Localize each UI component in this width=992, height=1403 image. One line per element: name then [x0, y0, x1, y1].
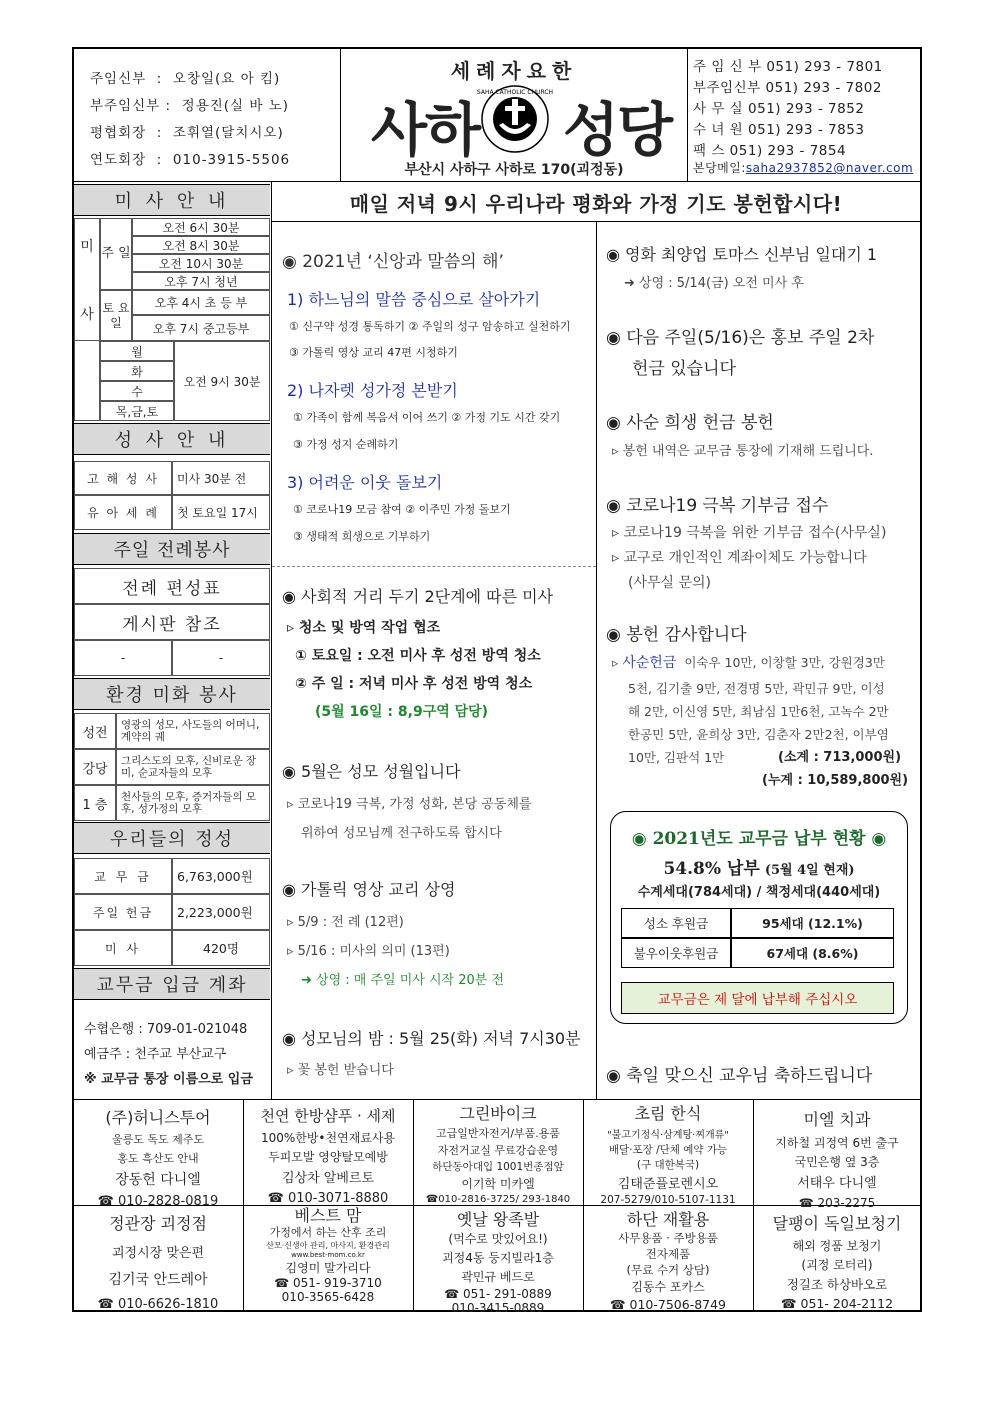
- may-title: ◉ 5월은 성모 성월입니다: [282, 762, 461, 781]
- cleaning-item: ① 토요일 : 오전 미사 후 성전 방역 청소: [295, 648, 541, 664]
- ad-travel: (주)허니스투어 울릉도 독도 제주도 홍도 흑산도 안내 장동헌 다니엘 ☎ 010-2828-0819: [97, 1108, 219, 1209]
- goal-item: ① 신구약 성경 통독하기 ② 주일의 성구 암송하고 실천하기: [289, 320, 571, 333]
- contact-row: 부주임신부 051) 293 - 7802: [693, 80, 882, 96]
- liturgy-blank: -: [172, 640, 270, 676]
- weekday-mass-time: 오전 9시 30분: [174, 341, 270, 421]
- offering-title: 우리들의 정성: [74, 822, 270, 854]
- saturday-mass: 오후 4시 초 등 부: [132, 290, 270, 315]
- clergy-row: 평협회장 : 조휘열(달치시오): [90, 125, 284, 141]
- church-title-block: [340, 49, 688, 181]
- svg-text:SAHA CATHOLIC CHURCH: SAHA CATHOLIC CHURCH: [476, 89, 554, 96]
- thanks-title: ◉ 봉헌 감사합니다: [606, 625, 747, 645]
- goal-heading: 1) 하느님의 말씀 중심으로 살아가기: [287, 290, 541, 309]
- sunday-mass: 오후 7시 청년: [132, 272, 270, 290]
- goal-item: ① 가족이 함께 복음서 이어 쓰기 ② 가정 기도 시간 갖기: [293, 411, 561, 424]
- sacrament-time: 첫 토요일 17시: [172, 495, 270, 530]
- mary-night-text: ▹ 꽃 봉헌 받습니다: [287, 1063, 394, 1078]
- mass-label: 미 사: [74, 218, 100, 341]
- tithe-percent-line: 54.8% 납부 (5월 4일 현재): [663, 859, 855, 879]
- goal-item: ③ 생태적 희생으로 기부하기: [293, 530, 431, 543]
- ad-dental: 미엘 치과 지하철 괴정역 6번 출구 국민은행 옆 3층 서태우 다니엘 ☎ 203-2275: [775, 1110, 899, 1210]
- liturgy-blank: -: [74, 640, 172, 676]
- clergy-row: 주임신부 : 오창일(요 아 킴): [90, 71, 281, 87]
- weekday: 수: [100, 381, 174, 401]
- account-bank: 수협은행 : 709-01-021048: [84, 1022, 248, 1037]
- offering-value: 2,223,000원: [172, 894, 270, 930]
- tithe-note: 교무금은 제 달에 납부해 주십시오: [621, 982, 894, 1014]
- env-place: 1 층: [74, 785, 116, 821]
- contact-row: 수 녀 원 051) 293 - 7853: [693, 122, 865, 138]
- tithe-box: [610, 811, 908, 1024]
- account-holder: 예금주 : 천주교 부산교구: [84, 1047, 227, 1062]
- ad-shampoo: 천연 한방샴푸 · 세제 100%한방•천연재료사용 두피모발 영양탈모예방 김상차 알베르토 ☎ 010-3071-8880: [260, 1107, 396, 1206]
- weekday: 월: [100, 341, 174, 361]
- sacrament-time: 미사 30분 전: [172, 461, 270, 495]
- weekday: 화: [100, 361, 174, 381]
- email-row: 본당메일:saha2937852@naver.com: [693, 161, 914, 175]
- mass-label-tail: [74, 341, 100, 421]
- sunday-mass: 오전 6시 30분: [132, 218, 270, 236]
- video-item: ➜ 상영 : 매 주일 미사 시작 20분 전: [301, 973, 505, 988]
- covid-text: ▹ 교구로 개인적인 계좌이체도 가능합니다: [612, 550, 867, 566]
- covid-title: ◉ 코로나19 극복 기부금 접수: [606, 496, 829, 516]
- cleaning-item: ② 주 일 : 저녁 미사 후 성전 방역 청소: [295, 676, 533, 692]
- clergy-row: 연도회장 : 010-3915-5506: [90, 152, 291, 168]
- contact-row: 주 임 신 부 051) 293 - 7801: [693, 59, 883, 75]
- video-item: ▹ 5/16 : 미사의 의미 (13편): [287, 944, 450, 959]
- distancing-title: ◉ 사회적 거리 두기 2단계에 따른 미사: [282, 587, 554, 606]
- tithe-label: 불우이웃후원금: [621, 938, 731, 968]
- saturday-mass: 오후 7시 중고등부: [132, 315, 270, 341]
- ad-hearing-aid: 달팽이 독일보청기 해외 정품 보청기 (괴정 로터리) 정길조 하상바오로 ☎ 051- 204-2112: [772, 1214, 902, 1311]
- video-title: ◉ 가톨릭 영상 교리 상영: [282, 880, 456, 899]
- tithe-value: 95세대 (12.1%): [731, 908, 894, 938]
- tithe-title: ◉ 2021년도 교무금 납부 현황 ◉: [631, 829, 887, 849]
- church-name-right: 성당: [563, 96, 672, 164]
- liturgy-title: 주일 전례봉사: [74, 533, 270, 565]
- env-team: 그리스도의 모후, 신비로운 장미, 순교자들의 모후: [116, 749, 270, 785]
- ad-recycling: 하단 재활용 사무용품 · 주방용품 전자제품 (무료 수거 상담) 김동수 포카스 ☎ 010-7506-8749: [609, 1210, 727, 1312]
- env-place: 강당: [74, 749, 116, 785]
- offering-label: 주일 헌금: [74, 894, 172, 930]
- goal-item: ③ 가정 성지 순례하기: [293, 438, 399, 451]
- sacrament-name: 유 아 세 례: [74, 495, 172, 530]
- goal-heading: 2) 나자렛 성가정 본받기: [287, 381, 458, 400]
- sacrament-title: 성 사 안 내: [74, 423, 270, 455]
- tithe-households: 수계세대(784세대) / 책정세대(440세대): [637, 885, 881, 900]
- weekday: 목,금,토: [100, 401, 174, 421]
- saturday-label: 토 요 일: [100, 290, 132, 341]
- account-title: 교무금 입금 계좌: [74, 968, 270, 1000]
- offering-label: 교 무 금: [74, 858, 172, 894]
- next-sunday-title: ◉ 다음 주일(5/16)은 홍보 주일 2차: [606, 328, 875, 348]
- env-place: 성전: [74, 713, 116, 749]
- thanks-text: 해 2만, 이신영 5만, 최남심 1만6천, 고녹수 2만: [628, 704, 889, 719]
- thanks-subtotal: (소계 : 713,000원): [778, 750, 902, 765]
- covid-text: (사무실 문의): [628, 575, 711, 591]
- cleaning-title: ▹ 청소 및 방역 작업 협조: [287, 620, 441, 636]
- contact-row: 팩 스 051) 293 - 7854: [693, 143, 847, 159]
- movie-text: ➜ 상영 : 5/14(금) 오전 미사 후: [624, 276, 804, 291]
- tithe-value: 67세대 (8.6%): [731, 938, 894, 968]
- thanks-text: 10만, 김판석 1만: [628, 750, 725, 765]
- may-text: 위하여 성모님께 전구하도록 합시다: [301, 826, 502, 841]
- contact-info: [687, 49, 920, 181]
- sunday-mass: 오전 10시 30분: [132, 254, 270, 272]
- thanks-total: (누계 : 10,589,800원): [762, 773, 909, 788]
- thanks-text: 한공민 5만, 윤희상 3만, 김춘자 2만2천, 이부염: [628, 727, 889, 742]
- prayer-banner: 매일 저녁 9시 우리나라 평화와 가정 기도 봉헌합시다!: [272, 183, 920, 222]
- offering-value: 420명: [172, 930, 270, 966]
- liturgy-board: 게시판 참조: [74, 604, 270, 640]
- video-item: ▹ 5/9 : 전 례 (12편): [287, 915, 404, 930]
- church-address: 부산시 사하구 사하로 170(괴정동): [404, 162, 624, 178]
- offering-label: 미 사: [74, 930, 172, 966]
- goal-item: ① 코로나19 모금 참여 ② 이주민 가정 돌보기: [293, 503, 511, 516]
- may-text: ▹ 코로나19 극복, 가정 성화, 본당 공동체를: [287, 797, 532, 812]
- environment-title: 환경 미화 봉사: [74, 678, 270, 710]
- goal-heading: 3) 어려운 이웃 돌보기: [287, 473, 443, 492]
- clergy-info: [74, 49, 340, 181]
- church-logo: [476, 85, 554, 153]
- mass-title: 미 사 안 내: [74, 184, 270, 216]
- lent-text: ▹ 봉헌 내역은 교무금 통장에 기재해 드립니다.: [612, 444, 874, 459]
- mary-night-title: ◉ 성모님의 밤 : 5월 25(화) 저녁 7시30분: [282, 1029, 581, 1048]
- cleaning-note: (5월 16일 : 8,9구역 담당): [315, 704, 489, 720]
- ad-pork: 옛날 왕족발 (먹수로 맛있어요!) 괴정4동 둥지빌라1층 곽민규 베드로 ☎ 051- 291-0889 010-3415-0889: [442, 1210, 554, 1315]
- goal-item: ③ 가톨릭 영상 교리 47편 시청하기: [289, 346, 458, 359]
- year-theme-title: ◉ 2021년 ‘신앙과 말씀의 해’: [282, 252, 504, 272]
- lent-title: ◉ 사순 희생 헌금 봉헌: [606, 413, 774, 433]
- covid-text: ▹ 코로나19 극복을 위한 기부금 접수(사무실): [612, 525, 887, 541]
- ad-ginseng: 정관장 괴정점 괴정시장 맞은편 김기국 안드레아 ☎ 010-6626-1810: [97, 1214, 219, 1312]
- env-team: 영광의 성모, 사도들의 어머니, 계약의 궤: [116, 713, 270, 749]
- parish-patron: 세례자요한: [450, 59, 578, 83]
- tithe-label: 성소 후원금: [621, 908, 731, 938]
- ad-postpartum: 베스트 맘 가정에서 하는 산후 조리 산모·신생아 관리, 마사지, 환경관리 www.best-mom.co.kr 김영미 말가리다 ☎ 051- 919-3710 010-3565-6428: [266, 1206, 390, 1304]
- liturgy-schedule: 전례 편성표: [74, 568, 270, 604]
- next-sunday-text: 헌금 있습니다: [632, 359, 736, 379]
- sunday-label: 주 일: [100, 218, 132, 290]
- contact-row: 사 무 실 051) 293 - 7852: [693, 101, 865, 117]
- email-link[interactable]: saha2937852@naver.com: [745, 161, 914, 175]
- ad-restaurant: 초림 한식 "불고기정식·삼계탕·찌개류" 배달·포장 /단체 예약 가능 (구 대한복국) 김태준플로렌시오 207-5279/010-5107-1131: [600, 1104, 736, 1206]
- account-note: ※ 교무금 통장 이름으로 입금: [84, 1072, 253, 1087]
- ad-bike: 그린바이크 고급일반자전거/부품.용품 자전거교실 무료강습운영 하단동아대입 1001번종점앞 이기학 미카엘 ☎010-2816-3725/ 293-1840: [425, 1104, 571, 1205]
- offering-value: 6,763,000원: [172, 858, 270, 894]
- church-name-left: 사하: [371, 96, 480, 164]
- sacrament-name: 고 해 성 사: [74, 461, 172, 495]
- thanks-text: 5천, 김기출 9만, 전경명 5만, 곽민규 9만, 이성: [628, 681, 885, 696]
- clergy-row: 부주임신부 : 정용진(실 바 노): [90, 98, 290, 114]
- thanks-text: ▹ 사순헌금 이숙우 10만, 이창할 3만, 강원경3만: [612, 655, 885, 671]
- sunday-mass: 오전 8시 30분: [132, 236, 270, 254]
- feast-greeting: ◉ 축일 맞으신 교우님 축하드립니다: [606, 1066, 873, 1086]
- env-team: 천사들의 모후, 증거자들의 모후, 성가정의 모후: [116, 785, 270, 821]
- movie-title: ◉ 영화 최양업 토마스 신부님 일대기 1: [606, 245, 878, 264]
